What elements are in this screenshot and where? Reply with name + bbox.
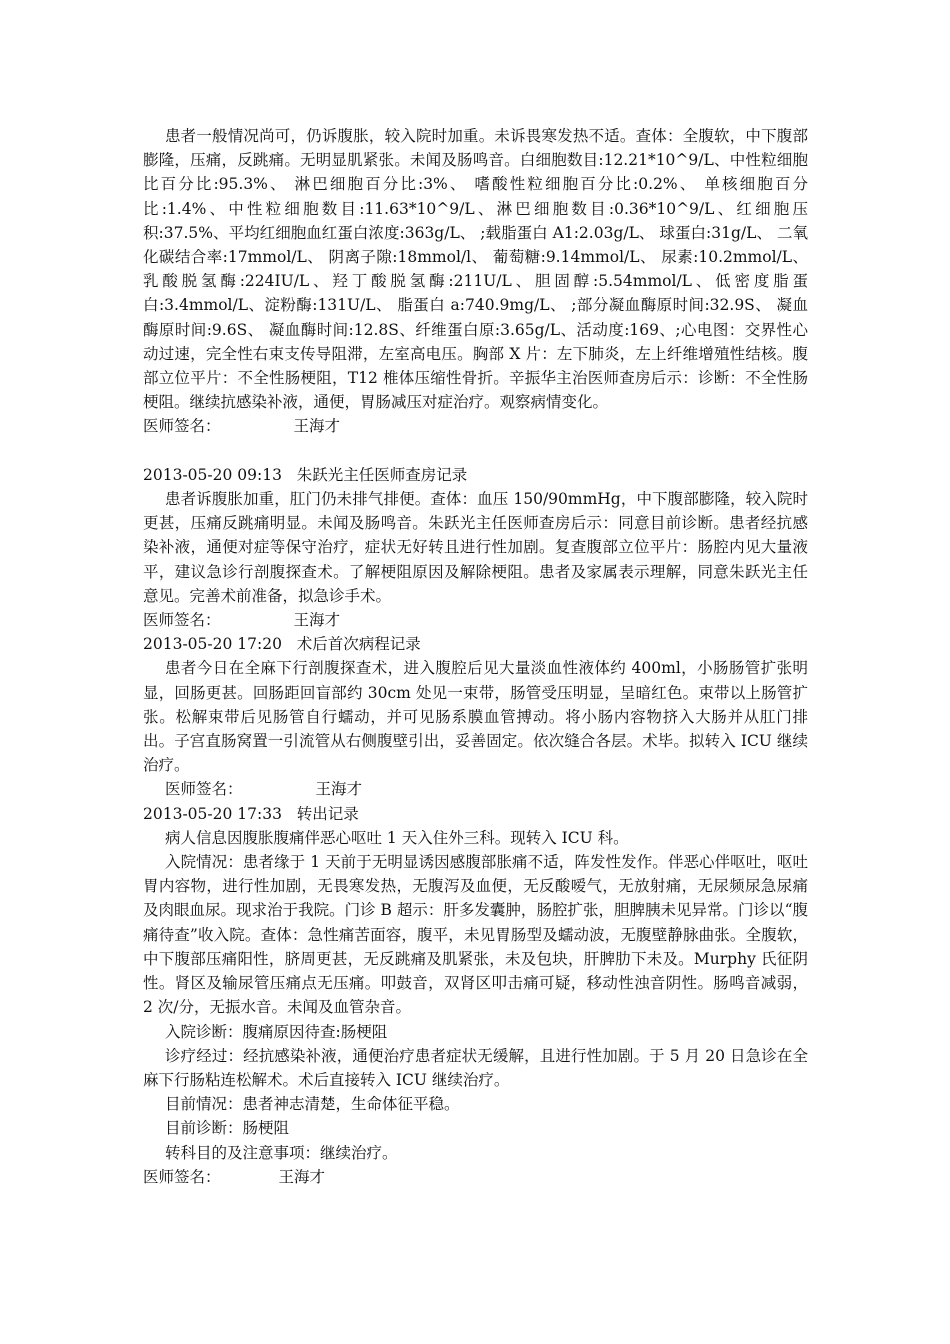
admission-condition: 入院情况：患者缘于 1 天前于无明显诱因感腹部胀痛不适，阵发性发作。伴恶心伴呕吐，呕吐胃内容物，进行性加剧，无畏寒发热，无腹泻及血便，无反酸嗳气，无放射痛，无尿频尿急尿痛及肉眼血尿。现求治于我院。门诊 B 超示：肝多发囊肿，肠腔扩张，胆脾胰未见异常。门诊以“腹痛待查”收入院。查体：急性痛苦面容，腹平，未见胃肠型及蠕动波，无腹壁静脉曲张。全腹软，中下腹部压痛阳性，脐周更甚，无反跳痛及肌紧张，未及包块，肝脾肋下未及。Murphy 氏征阴性。肾区及输尿管压痛点无压痛。叩鼓音，双肾区叩击痛可疑，移动性浊音阴性。肠鸣音减弱， 2 次/分，无振水音。未闻及血管杂音。 <box>143 853 808 1017</box>
progress-note-paragraph: 患者一般情况尚可，仍诉腹胀，较入院时加重。未诉畏寒发热不适。查体：全腹软，中下腹部膨隆，压痛，反跳痛。无明显肌紧张。未闻及肠鸣音。白细胞数目:12.21*10^9/L、中性粒细胞比百分比:95.3%、 淋巴细胞百分比:3%、 嗜酸性粒细胞百分比:0.2%、 单核细胞百分比:1.4%、中性粒细胞数目:11.63*10^9/L、淋巴细胞数目:0.36*10^9/L、红细胞压积:37.5%、平均红细胞血红蛋白浓度:363g/L、 ;载脂蛋白 A1:2.03g/L、 球蛋白:31g/L、 二氧化碳结合率:17mmol/L、 阴离子隙:18mmol/l、 葡萄糖:9.14mmol/L、 尿素:10.2mmol/L、 乳酸脱氢酶:224IU/L、羟丁酸脱氢酶:211U/L、胆固醇:5.54mmol/L、低密度脂蛋白:3.4mmol/L、淀粉酶:131U/L、 脂蛋白 a:740.9mg/L、 ;部分凝血酶原时间:32.9S、 凝血酶原时间:9.6S、 凝血酶时间:12.8S、纤维蛋白原:3.65g/L、活动度:169、;心电图：交界性心动过速，完全性右束支传导阻滞，左室高电压。胸部 X 片：左下肺炎，左上纤维增殖性结核。腹部立位平片：不全性肠梗阻，T12 椎体压缩性骨折。辛振华主治医师查房后示：诊断：不全性肠梗阻。继续抗感染补液，通便，胃肠减压对症治疗。观察病情变化。 <box>143 127 808 412</box>
signature-name: 王海才 <box>293 417 341 436</box>
admission-diagnosis: 入院诊断：腹痛原因待查:肠梗阻 <box>165 1022 388 1041</box>
physician-signature <box>143 1165 808 1189</box>
record-header: 2013-05-20 09:13 朱跃光主任医师查房记录 <box>143 465 468 484</box>
signature-name: 王海才 <box>293 611 341 630</box>
signature-label: 医师签名： <box>165 780 243 799</box>
record-header: 2013-05-20 17:33 转出记录 <box>143 804 359 823</box>
signature-label: 医师签名： <box>143 1167 221 1186</box>
current-condition: 目前情况：患者神志清楚，生命体征平稳。 <box>165 1095 460 1114</box>
ward-round-paragraph: 患者诉腹胀加重，肛门仍未排气排便。查体：血压 150/90mmHg，中下腹部膨隆，较入院时更甚，压痛反跳痛明显。未闻及肠鸣音。朱跃光主任医师查房后示：同意目前诊断。患者经抗感染补液，通便对症等保守治疗，症状无好转且进行性加剧。复查腹部立位平片：肠腔内见大量液平，建议急诊行剖腹探查术。了解梗阻原因及解除梗阻。患者及家属表示理解，同意朱跃光主任意见。完善术前准备，拟急诊手术。 <box>143 490 808 605</box>
current-diagnosis: 目前诊断：肠梗阻 <box>165 1119 290 1138</box>
transfer-purpose: 转科目的及注意事项：继续治疗。 <box>165 1143 398 1162</box>
physician-signature <box>143 414 808 438</box>
physician-signature <box>143 777 808 801</box>
signature-name: 王海才 <box>278 1167 326 1186</box>
signature-name: 王海才 <box>315 780 363 799</box>
postop-paragraph: 患者今日在全麻下行剖腹探查术，进入腹腔后见大量淡血性液体约 400ml，小肠肠管扩张明显，回肠更甚。回肠距回盲部约 30cm 处见一束带，肠管受压明显，呈暗红色。束带以上肠管扩张。松解束带后见肠管自行蠕动，并可见肠系膜血管搏动。将小肠内容物挤入大肠并从肛门排出。子宫直肠窝置一引流管从右侧腹壁引出，妥善固定。依次缝合各层。术毕。拟转入 ICU 继续治疗。 <box>143 659 808 775</box>
treatment-course: 诊疗经过：经抗感染补液，通便治疗患者症状无缓解，且进行性加剧。于 5 月 20 日急诊在全麻下行肠粘连松解术。术后直接转入 ICU 继续治疗。 <box>143 1046 808 1089</box>
physician-signature <box>143 608 808 632</box>
signature-label: 医师签名： <box>143 611 221 630</box>
blank-line <box>143 439 808 463</box>
medical-record-page <box>143 124 808 1189</box>
transfer-intro: 病人信息因腹胀腹痛伴恶心呕吐 1 天入住外三科。现转入 ICU 科。 <box>165 828 629 847</box>
record-header: 2013-05-20 17:20 术后首次病程记录 <box>143 635 421 654</box>
signature-label: 医师签名： <box>143 417 221 436</box>
